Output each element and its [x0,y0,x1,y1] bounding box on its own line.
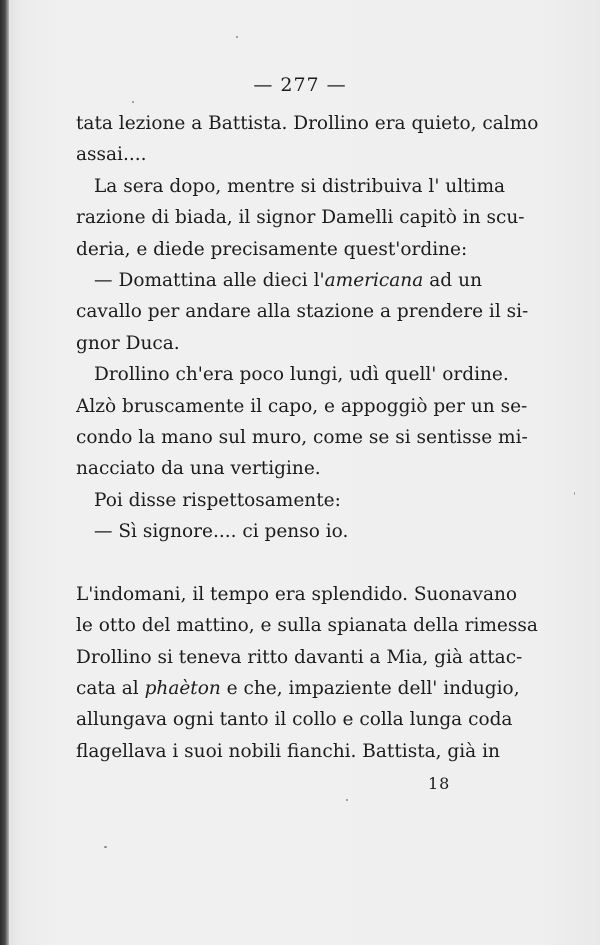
text-line: le otto del mattino, e sulla spianata della rimessa [76,615,538,637]
text-fragment: ad un [423,269,482,291]
text-fragment: — Domattina alle dieci l' [94,269,325,291]
signature-mark: 18 [428,774,451,793]
text-line: La sera dopo, mentre si distribuiva l' ultima [94,175,506,197]
italic-word: phaèton [144,678,221,700]
text-line: razione di biada, il signor Damelli capitò in scu- [76,207,525,229]
text-line: cavallo per andare alla stazione a prendere il si- [76,301,529,323]
text-line: Drollino ch'era poco lungi, udì quell' ordine. [94,364,509,386]
text-line: tata lezione a Battista. Drollino era quieto, calmo [76,113,539,134]
page-number: — 277 — [253,74,347,96]
paper-speck [132,101,134,103]
text-line: assai.... [76,144,147,166]
text-line: nacciato da una vertigine. [76,458,321,480]
italic-word: americana [324,269,424,291]
text-line: — Sì signore.... ci penso io. [94,521,349,543]
binding-edge [0,0,9,945]
text-fragment: cata al [76,678,145,700]
text-line [76,673,520,704]
text-line: flagellava i suoi nobili fianchi. Battista, già in [76,740,500,762]
text-line: Drollino si teneva ritto davanti a Mia, già attac- [76,646,523,668]
body-text [76,108,539,767]
paper-speck [346,799,348,801]
text-line: L'indomani, il tempo era splendido. Suonavano [76,583,518,605]
paper-speck [236,36,238,38]
paper-speck [574,492,575,495]
text-line [76,265,482,296]
text-line: deria, e diede precisamente quest'ordine: [76,238,468,260]
text-line: Alzò bruscamente il capo, e appoggiò per un se- [76,395,528,417]
section-break [76,547,482,578]
text-line: gnor Duca. [76,332,180,354]
text-fragment: e che, impaziente dell' indugio, [220,678,520,700]
text-line: condo la mano sul muro, come se si sentisse mi- [76,426,528,448]
text-line: Poi disse rispettosamente: [94,489,341,511]
text-line: allungava ogni tanto il collo e colla lunga coda [76,709,513,731]
paper-speck [104,846,107,848]
